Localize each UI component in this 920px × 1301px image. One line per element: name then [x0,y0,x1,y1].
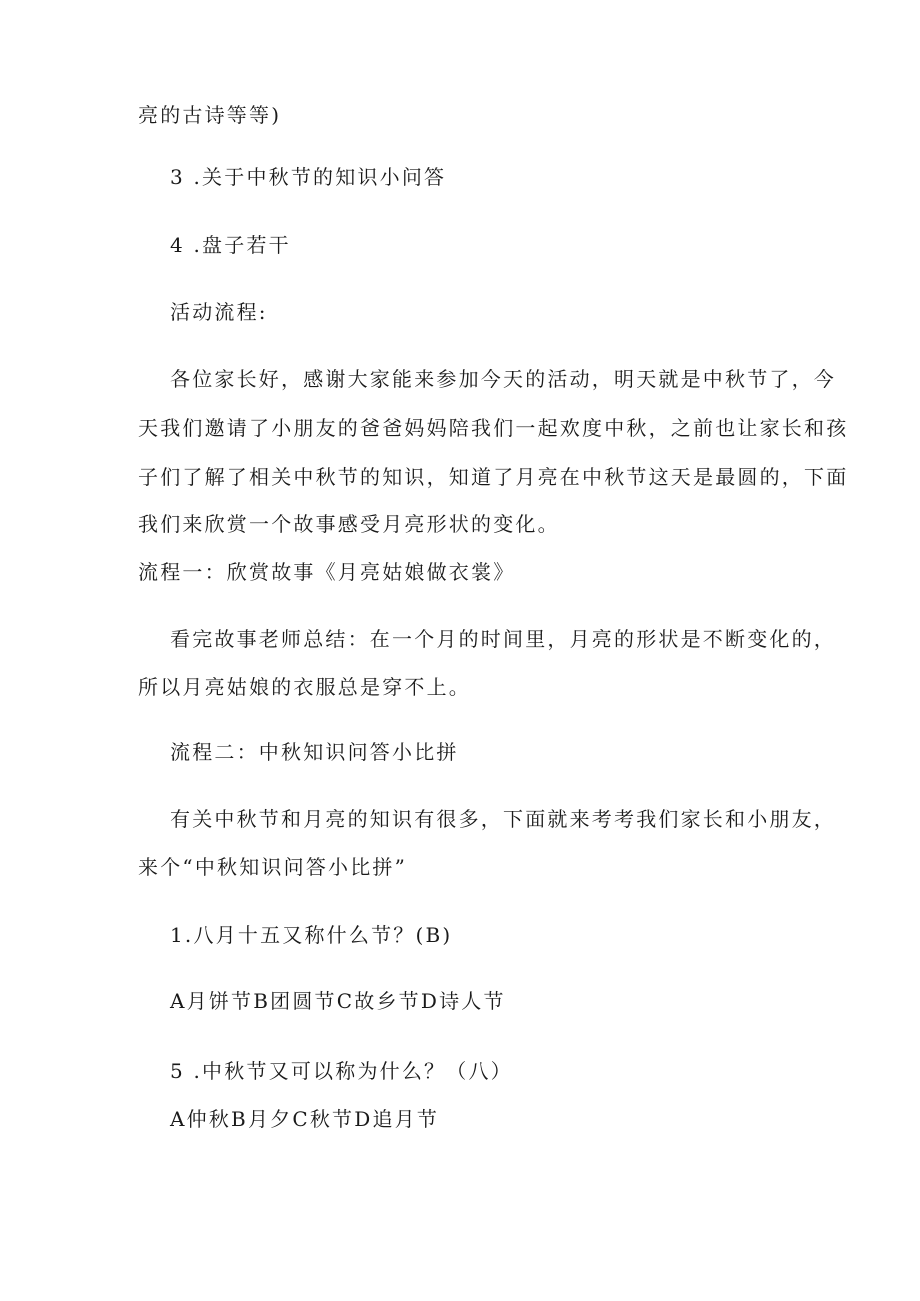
list-item-materials-4: 4 .盘子若干 [170,233,291,257]
paragraph-line: 所以月亮姑娘的衣服总是穿不上。 [138,675,471,699]
paragraph-line: 天我们邀请了小朋友的爸爸妈妈陪我们一起欢度中秋，之前也让家长和孩 [138,416,849,440]
section-heading-flow-2: 流程二：中秋知识问答小比拼 [170,740,459,764]
section-heading-activity-flow: 活动流程: [170,300,268,324]
quiz-options-1: A月饼节B团圆节C故乡节D诗人节 [170,989,506,1013]
section-heading-flow-1: 流程一：欣赏故事《月亮姑娘做衣裳》 [138,560,516,584]
paragraph-line: 看完故事老师总结：在一个月的时间里，月亮的形状是不断变化的， [170,627,836,651]
paragraph-line: 各位家长好，感谢大家能来参加今天的活动，明天就是中秋节了，今 [170,367,836,391]
quiz-question-5: 5 .中秋节又可以称为什么？（八） [170,1059,513,1083]
text-line: 亮的古诗等等) [138,103,282,127]
list-item-materials-3: 3 .关于中秋节的知识小问答 [170,165,447,189]
paragraph-line: 我们来欣赏一个故事感受月亮形状的变化。 [138,512,560,536]
quiz-options-5: A仲秋B月夕C秋节D追月节 [170,1107,440,1131]
paragraph-line: 来个“中秋知识问答小比拼” [138,855,408,879]
quiz-question-1: 1.八月十五又称什么节？(B) [170,923,453,947]
paragraph-line: 有关中秋节和月亮的知识有很多，下面就来考考我们家长和小朋友， [170,807,836,831]
paragraph-line: 子们了解了相关中秋节的知识，知道了月亮在中秋节这天是最圆的，下面 [138,465,849,489]
